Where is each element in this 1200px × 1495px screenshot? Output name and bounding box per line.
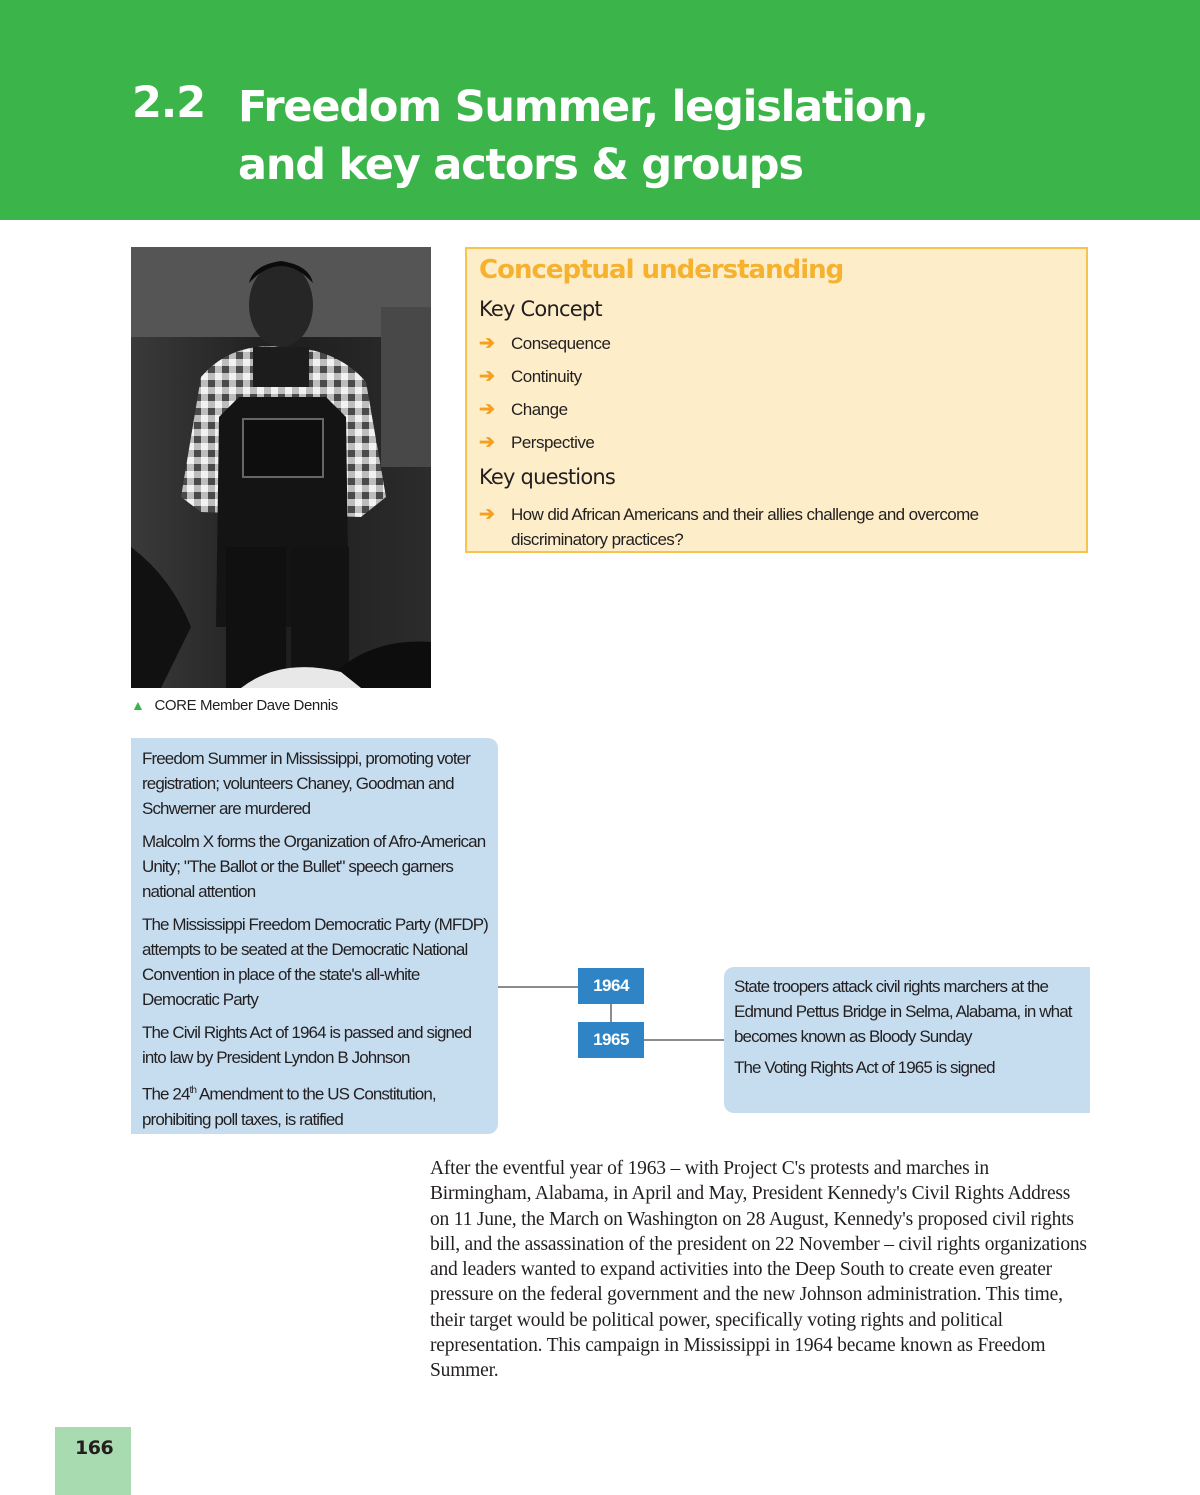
arrow-right-icon: ➔	[479, 366, 495, 387]
section-number: 2.2	[132, 78, 206, 128]
timeline-1965-events	[724, 967, 1090, 1113]
arrow-right-icon: ➔	[479, 333, 495, 354]
section-title-line-1: Freedom Summer, legislation,	[238, 82, 928, 132]
photo-dave-dennis	[131, 247, 431, 688]
page-number-tab	[55, 1427, 131, 1495]
list-item	[479, 432, 610, 465]
photo-caption-text: CORE Member Dave Dennis	[154, 697, 338, 714]
key-question-text: How did African Americans and their allies challenge and overcome discriminatory practices?	[511, 505, 979, 549]
year-badge-1965: 1965	[578, 1022, 644, 1058]
concept-label: Continuity	[511, 367, 582, 386]
list-item	[479, 333, 610, 366]
timeline-event	[142, 1078, 490, 1132]
section-title-line-2: and key actors & groups	[238, 140, 803, 190]
arrow-right-icon: ➔	[479, 399, 495, 420]
arrow-right-icon: ➔	[479, 432, 495, 453]
concept-label: Perspective	[511, 433, 595, 452]
key-questions-heading: Key questions	[479, 465, 616, 489]
timeline-event: The Voting Rights Act of 1965 is signed	[734, 1058, 995, 1077]
body-paragraph: After the eventful year of 1963 – with Project C's protests and marches in Birmingham, Alabama, in April and May, President Kennedy's Civil Rights Address on 11 June, the March on Washington on 28 August, Kennedy's proposed civil rights bill, and the assassination of the president on 22 November – civil rights organizations and leaders wanted to expand activities into the Deep South to create even greater pressure on the federal government and the new Johnson administration. This time, their target would be political power, specifically voting rights and political representation. This campaign in Mississippi in 1964 became known as Freedom Summer.	[430, 1158, 1087, 1382]
photo-illustration	[131, 247, 431, 688]
section-title	[238, 78, 1138, 194]
list-item	[479, 366, 610, 399]
photo-caption	[131, 697, 338, 714]
timeline-event: Malcolm X forms the Organization of Afro-American Unity; "The Ballot or the Bullet" speech garners national attention	[142, 832, 486, 901]
key-concept-list	[479, 333, 610, 465]
arrow-right-icon: ➔	[479, 504, 495, 525]
event-text: Amendment to the US Constitution, prohibiting poll taxes, is ratified	[142, 1084, 436, 1129]
key-concept-heading: Key Concept	[479, 297, 602, 321]
connector-line	[644, 1039, 724, 1041]
connector-line	[498, 986, 578, 988]
event-text: The 24	[142, 1084, 190, 1104]
timeline-event: Freedom Summer in Mississippi, promoting voter registration; volunteers Chaney, Goodman and Schwerner are murdered	[142, 749, 470, 818]
page-number: 166	[75, 1437, 114, 1459]
key-question	[479, 502, 1069, 552]
chapter-header-band	[0, 0, 1200, 220]
timeline-event: The Mississippi Freedom Democratic Party (MFDP) attempts to be seated at the Democratic National Convention in place of the state's all-white Democratic Party	[142, 915, 488, 1009]
connector-line	[610, 1004, 612, 1022]
event-superscript: th	[189, 1085, 197, 1096]
timeline-event: State troopers attack civil rights marchers at the Edmund Pettus Bridge in Selma, Alabama, in what becomes known as Bloody Sunday	[734, 977, 1072, 1046]
conceptual-title: Conceptual understanding	[479, 255, 844, 285]
conceptual-understanding-box	[465, 247, 1088, 553]
triangle-icon: ▲	[131, 697, 145, 713]
concept-label: Consequence	[511, 334, 611, 353]
year-badge-1964: 1964	[578, 968, 644, 1004]
concept-label: Change	[511, 400, 568, 419]
list-item	[479, 399, 610, 432]
timeline-1964-events	[131, 738, 498, 1134]
timeline-event: The Civil Rights Act of 1964 is passed and signed into law by President Lyndon B Johnson	[142, 1023, 472, 1067]
